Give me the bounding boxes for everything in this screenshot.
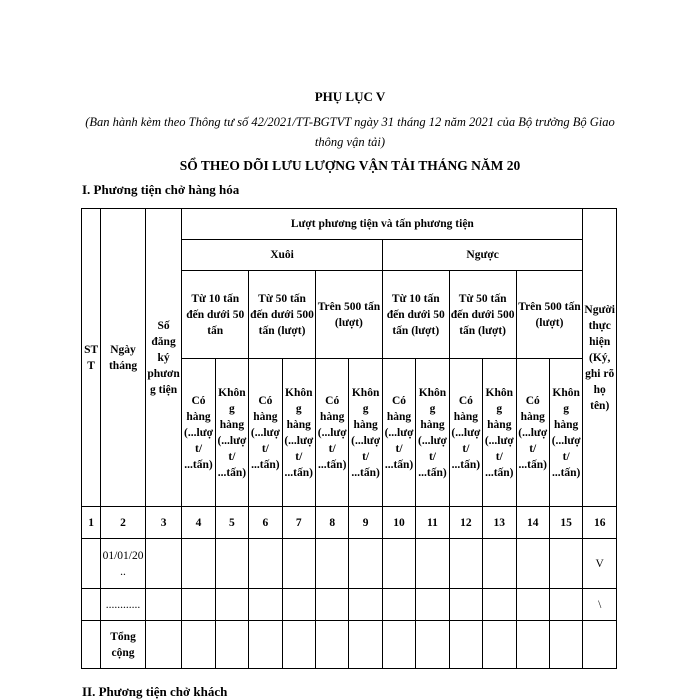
col-number: 15 — [549, 507, 582, 539]
cargo-header: Có hàng (...lượt/ ...tấn) — [315, 359, 348, 507]
downstream-header: Xuôi — [182, 240, 383, 271]
cargo-header: Có hàng (...lượt/ ...tấn) — [516, 359, 549, 507]
no-cargo-header: Không hàng (...lượt/ ...tấn) — [349, 359, 382, 507]
data-cell — [549, 621, 582, 669]
data-cell — [182, 539, 215, 589]
col-number: 9 — [349, 507, 382, 539]
data-cell — [483, 621, 516, 669]
col-number: 13 — [483, 507, 516, 539]
data-cell — [349, 539, 382, 589]
data-cell — [483, 589, 516, 621]
table-row — [82, 539, 617, 589]
signer-cell: V — [583, 539, 617, 589]
no-cargo-header: Không hàng (...lượt/ ...tấn) — [483, 359, 516, 507]
cargo-header: Có hàng (...lượt/ ...tấn) — [182, 359, 215, 507]
data-cell — [249, 539, 282, 589]
book-title: SỔ THEO DÕI LƯU LƯỢNG VẬN TẢI THÁNG NĂM 20 — [179, 158, 521, 173]
col-number: 2 — [101, 507, 146, 539]
data-cell — [382, 589, 415, 621]
data-cell — [315, 539, 348, 589]
data-cell — [416, 589, 449, 621]
section-passenger-heading: II. Phương tiện chở khách — [82, 684, 228, 699]
stt-cell — [82, 589, 101, 621]
stt-cell — [82, 539, 101, 589]
data-cell — [382, 621, 415, 669]
signer-header: Người thực hiện (Ký, ghi rõ họ tên) — [583, 209, 617, 507]
data-cell — [349, 621, 382, 669]
cargo-header: Có hàng (...lượt/ ...tấn) — [249, 359, 282, 507]
appendix-title: PHỤ LỤC V — [314, 89, 386, 104]
data-cell — [215, 589, 248, 621]
data-cell — [182, 589, 215, 621]
data-cell — [516, 621, 549, 669]
data-cell — [516, 539, 549, 589]
col-number: 16 — [583, 507, 617, 539]
data-cell — [315, 621, 348, 669]
reg-number-header: Số đăng ký phương tiện — [145, 209, 181, 507]
col-number: 3 — [145, 507, 181, 539]
issuance-note: (Ban hành kèm theo Thông tư số 42/2021/TT-BGTVT ngày 31 tháng 12 năm 2021 của Bộ trưởng Bộ Giao thông vận tải) — [85, 115, 615, 149]
traffic-header: Lượt phương tiện và tấn phương tiện — [182, 209, 583, 240]
signer-cell: \ — [583, 589, 617, 621]
col-number: 6 — [249, 507, 282, 539]
table-row — [82, 589, 617, 621]
data-cell — [516, 589, 549, 621]
date-header: Ngày tháng — [101, 209, 146, 507]
down-range-10-50-header: Từ 10 tấn đến dưới 50 tấn — [182, 271, 249, 359]
col-number: 11 — [416, 507, 449, 539]
up-range-over-500-header: Trên 500 tấn (lượt) — [516, 271, 583, 359]
signer-cell — [583, 621, 617, 669]
cargo-header: Có hàng (...lượt/ ...tấn) — [449, 359, 482, 507]
stt-cell — [82, 621, 101, 669]
col-number: 14 — [516, 507, 549, 539]
stt-header: STT — [82, 209, 101, 507]
data-cell — [315, 589, 348, 621]
data-cell — [215, 621, 248, 669]
date-cell: ............ — [101, 589, 146, 621]
data-cell — [282, 621, 315, 669]
no-cargo-header: Không hàng (...lượt/ ...tấn) — [416, 359, 449, 507]
cargo-header: Có hàng (...lượt/ ...tấn) — [382, 359, 415, 507]
data-cell — [282, 589, 315, 621]
data-cell — [416, 621, 449, 669]
col-number: 1 — [82, 507, 101, 539]
data-cell — [249, 621, 282, 669]
data-cell — [249, 589, 282, 621]
reg-cell — [145, 589, 181, 621]
no-cargo-header: Không hàng (...lượt/ ...tấn) — [282, 359, 315, 507]
col-number: 4 — [182, 507, 215, 539]
no-cargo-header: Không hàng (...lượt/ ...tấn) — [549, 359, 582, 507]
col-number: 10 — [382, 507, 415, 539]
data-cell — [182, 621, 215, 669]
col-number: 8 — [315, 507, 348, 539]
section-cargo-heading: I. Phương tiện chở hàng hóa — [82, 182, 240, 197]
data-cell — [549, 589, 582, 621]
total-row — [82, 621, 617, 669]
data-cell — [382, 539, 415, 589]
data-cell — [349, 589, 382, 621]
reg-cell — [145, 539, 181, 589]
data-cell — [483, 539, 516, 589]
data-cell — [449, 589, 482, 621]
data-cell — [282, 539, 315, 589]
col-number: 12 — [449, 507, 482, 539]
no-cargo-header: Không hàng (...lượt/ ...tấn) — [215, 359, 248, 507]
date-cell: 01/01/20.. — [101, 539, 146, 589]
cargo-traffic-table — [81, 208, 617, 669]
down-range-50-500-header: Từ 50 tấn đến dưới 500 tấn (lượt) — [249, 271, 316, 359]
up-range-50-500-header: Từ 50 tấn đến dưới 500 tấn (lượt) — [449, 271, 516, 359]
col-number: 5 — [215, 507, 248, 539]
upstream-header: Ngược — [382, 240, 583, 271]
reg-cell — [145, 621, 181, 669]
data-cell — [416, 539, 449, 589]
total-label: Tổng cộng — [101, 621, 146, 669]
data-cell — [449, 539, 482, 589]
down-range-over-500-header: Trên 500 tấn (lượt) — [315, 271, 382, 359]
data-cell — [549, 539, 582, 589]
data-cell — [449, 621, 482, 669]
data-cell — [215, 539, 248, 589]
col-number: 7 — [282, 507, 315, 539]
up-range-10-50-header: Từ 10 tấn đến dưới 50 tấn (lượt) — [382, 271, 449, 359]
